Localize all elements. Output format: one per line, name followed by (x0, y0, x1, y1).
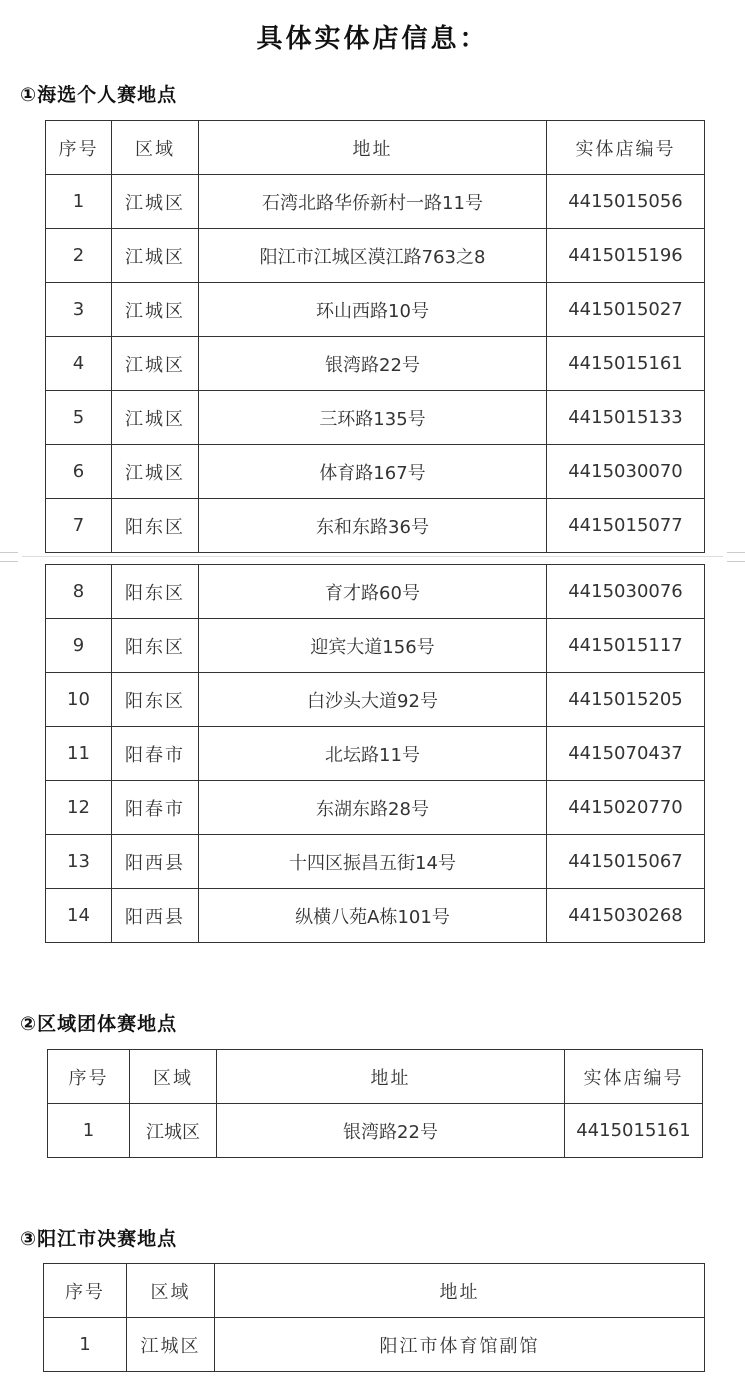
cell-address: 环山西路10号 (199, 283, 547, 337)
table-row (44, 1318, 705, 1372)
cell-region: 阳春市 (112, 781, 199, 835)
cell-index: 13 (46, 835, 112, 889)
cell-index: 7 (46, 499, 112, 553)
table-row (46, 619, 705, 673)
cell-region: 江城区 (112, 337, 199, 391)
cell-region: 江城区 (112, 391, 199, 445)
cell-region: 阳东区 (112, 619, 199, 673)
table-row (46, 673, 705, 727)
cell-address: 白沙头大道92号 (199, 673, 547, 727)
cell-store-id: 4415020770 (547, 781, 705, 835)
section-3-heading: ③阳江市决赛地点 (20, 1228, 178, 1250)
cell-address: 育才路60号 (199, 565, 547, 619)
cell-index: 8 (46, 565, 112, 619)
table-row (48, 1104, 703, 1158)
cell-address: 体育路167号 (199, 445, 547, 499)
header-address: 地址 (217, 1050, 565, 1104)
section-2-table (47, 1049, 703, 1158)
cell-index: 6 (46, 445, 112, 499)
cell-index: 1 (44, 1318, 127, 1372)
cell-region: 阳春市 (112, 727, 199, 781)
header-index: 序号 (48, 1050, 130, 1104)
page-break (0, 551, 745, 563)
header-index: 序号 (46, 121, 112, 175)
cell-region: 阳西县 (112, 835, 199, 889)
header-store-id: 实体店编号 (547, 121, 705, 175)
section-3-table (43, 1263, 705, 1372)
header-region: 区域 (112, 121, 199, 175)
header-region: 区域 (127, 1264, 215, 1318)
cell-store-id: 4415015067 (547, 835, 705, 889)
cell-region: 江城区 (112, 175, 199, 229)
cell-store-id: 4415015027 (547, 283, 705, 337)
section-1-table-part-2 (45, 564, 705, 943)
table-row (46, 283, 705, 337)
cell-store-id: 4415015117 (547, 619, 705, 673)
cell-address: 东湖东路28号 (199, 781, 547, 835)
table-row (46, 835, 705, 889)
cell-address: 阳江市江城区漠江路763之8 (199, 229, 547, 283)
page-title: 具体实体店信息： (256, 24, 489, 54)
cell-region: 阳东区 (112, 673, 199, 727)
table-row (46, 175, 705, 229)
header-store-id: 实体店编号 (565, 1050, 703, 1104)
table-row (46, 499, 705, 553)
cell-address: 银湾路22号 (199, 337, 547, 391)
cell-address: 阳江市体育馆副馆 (215, 1318, 705, 1372)
table-header-row (44, 1264, 705, 1318)
cell-address: 石湾北路华侨新村一路11号 (199, 175, 547, 229)
cell-store-id: 4415015056 (547, 175, 705, 229)
table-row (46, 727, 705, 781)
cell-store-id: 4415030070 (547, 445, 705, 499)
table-row (46, 391, 705, 445)
cell-index: 4 (46, 337, 112, 391)
table-header-row (48, 1050, 703, 1104)
table-header-row (46, 121, 705, 175)
cell-index: 1 (48, 1104, 130, 1158)
cell-region: 江城区 (130, 1104, 217, 1158)
cell-region: 阳东区 (112, 499, 199, 553)
cell-index: 12 (46, 781, 112, 835)
cell-region: 江城区 (112, 229, 199, 283)
table-row (46, 445, 705, 499)
cell-index: 3 (46, 283, 112, 337)
cell-region: 江城区 (127, 1318, 215, 1372)
table-row (46, 229, 705, 283)
cell-region: 阳东区 (112, 565, 199, 619)
header-address: 地址 (199, 121, 547, 175)
cell-address: 三环路135号 (199, 391, 547, 445)
cell-index: 10 (46, 673, 112, 727)
cell-region: 江城区 (112, 445, 199, 499)
table-row (46, 781, 705, 835)
cell-store-id: 4415015133 (547, 391, 705, 445)
cell-store-id: 4415015161 (547, 337, 705, 391)
cell-region: 江城区 (112, 283, 199, 337)
cell-store-id: 4415030268 (547, 889, 705, 943)
cell-index: 9 (46, 619, 112, 673)
cell-store-id: 4415070437 (547, 727, 705, 781)
table-row (46, 889, 705, 943)
cell-address: 北坛路11号 (199, 727, 547, 781)
cell-address: 东和东路36号 (199, 499, 547, 553)
cell-store-id: 4415030076 (547, 565, 705, 619)
cell-index: 14 (46, 889, 112, 943)
cell-index: 11 (46, 727, 112, 781)
header-address: 地址 (215, 1264, 705, 1318)
cell-store-id: 4415015161 (565, 1104, 703, 1158)
cell-address: 十四区振昌五街14号 (199, 835, 547, 889)
cell-index: 2 (46, 229, 112, 283)
table-row (46, 337, 705, 391)
cell-index: 1 (46, 175, 112, 229)
cell-address: 银湾路22号 (217, 1104, 565, 1158)
cell-address: 纵横八苑A栋101号 (199, 889, 547, 943)
cell-region: 阳西县 (112, 889, 199, 943)
section-1-table-part-1 (45, 120, 705, 553)
table-row (46, 565, 705, 619)
cell-index: 5 (46, 391, 112, 445)
cell-store-id: 4415015077 (547, 499, 705, 553)
cell-store-id: 4415015205 (547, 673, 705, 727)
section-2-heading: ②区域团体赛地点 (20, 1013, 178, 1035)
header-index: 序号 (44, 1264, 127, 1318)
cell-address: 迎宾大道156号 (199, 619, 547, 673)
cell-store-id: 4415015196 (547, 229, 705, 283)
section-1-heading: ①海选个人赛地点 (20, 84, 178, 106)
header-region: 区域 (130, 1050, 217, 1104)
